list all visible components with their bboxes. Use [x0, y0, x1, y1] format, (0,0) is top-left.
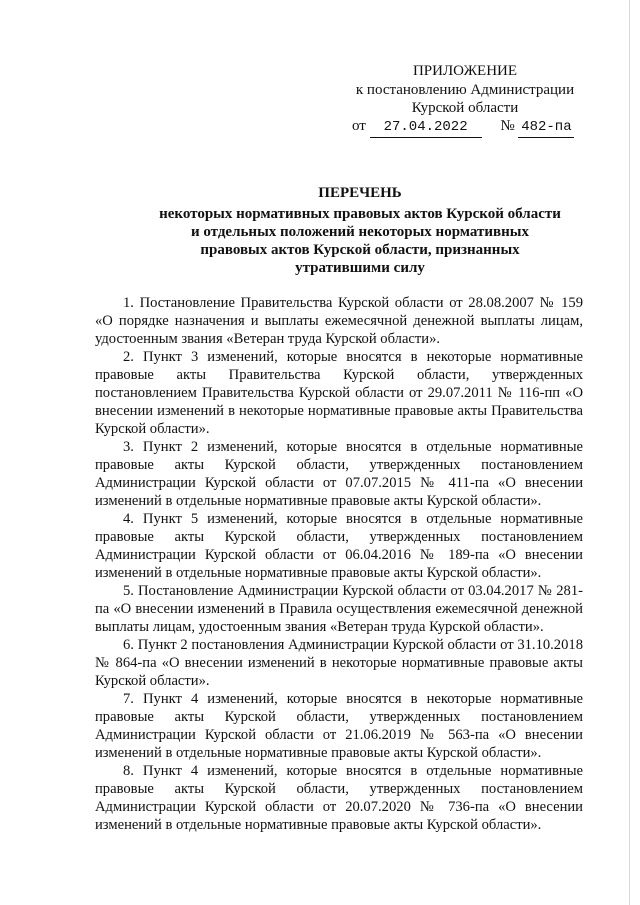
appendix-line1: к постановлению Администрации	[355, 82, 575, 98]
list-item: 1. Постановление Правительства Курской области от 28.08.2007 № 159 «О порядке назначения и выплаты ежемесячной денежной выплаты лицам, удостоенным звания «Ветеран труда Курской области».	[95, 295, 583, 347]
date-value: 27.04.2022	[370, 118, 482, 138]
list-item: 7. Пункт 4 изменений, которые вносятся в некоторые нормативные правовые акты Курской области, утвержденных постановлением Администрации Курской области от 21.06.2019 № 563-па «О внесении изменений в отдельные нормативные правовые акты Курской области».	[95, 691, 583, 761]
items-list	[95, 294, 583, 834]
list-item: 4. Пункт 5 изменений, которые вносятся в отдельные нормативные правовые акты Курской области, утвержденных постановлением Администрации Курской области от 06.04.2016 № 189-па «О внесении изменений в отдельные нормативные правовые акты Курской области».	[95, 511, 583, 581]
document-title: ПЕРЕЧЕНЬ	[318, 185, 402, 201]
date-number-line	[352, 117, 582, 138]
title-line1: некоторых нормативных правовых актов Курской области	[159, 206, 561, 222]
appendix-title: ПРИЛОЖЕНИЕ	[412, 63, 518, 79]
date-prefix: от	[352, 118, 366, 134]
page-edge	[629, 0, 630, 905]
number-prefix: №	[500, 118, 515, 134]
list-item: 5. Постановление Администрации Курской области от 03.04.2017 № 281-па «О внесении изменений в Правила осуществления ежемесячной денежной выплаты лицам, удостоенным звания «Ветеран труда Курской области».	[95, 583, 583, 635]
list-item: 3. Пункт 2 изменений, которые вносятся в отдельные нормативные правовые акты Курской области, утвержденных постановлением Администрации Курской области от 07.07.2015 № 411-па «О внесении изменений в отдельные нормативные правовые акты Курской области».	[95, 439, 583, 509]
title-line2: и отдельных положений некоторых нормативных	[190, 224, 530, 240]
title-line4: утратившими силу	[295, 260, 425, 276]
list-item: 8. Пункт 4 изменений, которые вносятся в отдельные нормативные правовые акты Курской области, утвержденных постановлением Администрации Курской области от 20.07.2020 № 736-па «О внесении изменений в отдельные нормативные правовые акты Курской области».	[95, 763, 583, 833]
number-value: 482-па	[518, 118, 574, 138]
list-item: 2. Пункт 3 изменений, которые вносятся в некоторые нормативные правовые акты Правительства Курской области, утвержденных постановлением Правительства Курской области от 29.07.2011 № 116-пп «О внесении изменений в некоторые нормативные правовые акты Правительства Курской области».	[95, 349, 583, 437]
appendix-line2: Курской области	[411, 100, 519, 116]
title-line3: правовых актов Курской области, признанных	[200, 242, 520, 258]
list-item: 6. Пункт 2 постановления Администрации Курской области от 31.10.2018 № 864-па «О внесении изменений в некоторые нормативные правовые акты Курской области».	[95, 637, 583, 689]
